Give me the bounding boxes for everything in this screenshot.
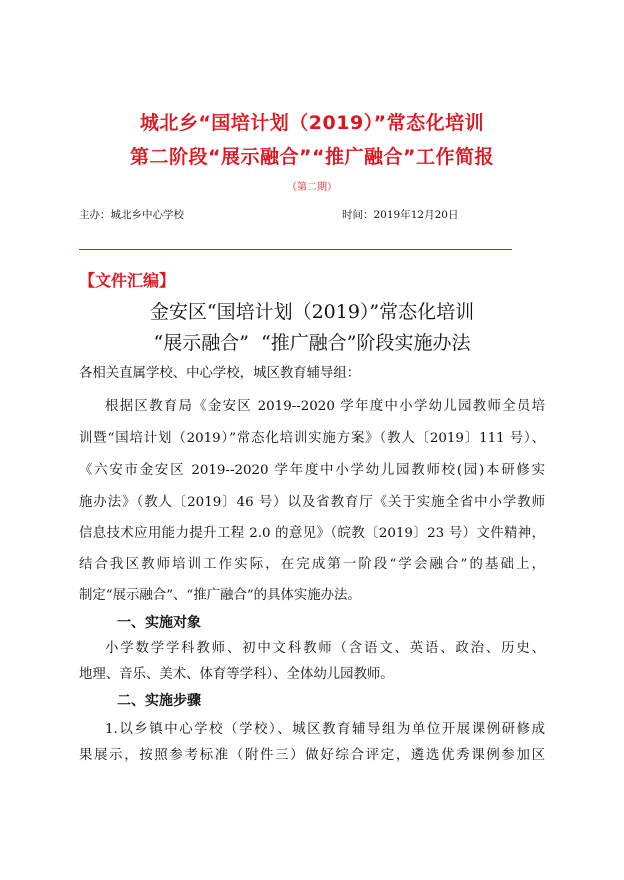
section-tag: 【文件汇编】 [79, 271, 176, 290]
paragraph-line: 1.以乡镇中心学校（学校）、城区教育辅导组为单位开展课例研修成 [105, 722, 545, 737]
issue-number: （第二期） [287, 182, 337, 193]
section-heading-steps: 二、实施步骤 [117, 693, 201, 709]
paragraph-line: 小学数学学科教师、初中文科教师（含语文、英语、政治、历史、 [105, 641, 545, 656]
salutation: 各相关直属学校、中心学校，城区教育辅导组： [79, 366, 361, 381]
paragraph-line: 果展示，按照参考标准（附件三）做好综合评定，遴选优秀课例参加区 [79, 748, 545, 763]
paragraph-line: 结合我区教师培训工作实际，在完成第一阶段“学会融合”的基础上， [79, 557, 545, 572]
paragraph-line: 训暨“国培计划（2019）”常态化培训实施方案》（教人〔2019〕111 号）、 [79, 431, 545, 446]
bulletin-title-line-1: 城北乡“国培计划（2019）”常态化培训 [139, 112, 485, 134]
paragraph-line: 施办法》（教人〔2019〕46 号）以及省教育厅《关于实施全省中小学教师 [79, 495, 545, 510]
paragraph-line: 地理、音乐、美术、体育等学科）、全体幼儿园教师。 [79, 667, 394, 682]
paragraph-line: 根据区教育局《金安区 2019--2020 学年度中小学幼儿园教师全员培 [105, 399, 545, 414]
paragraph-line: 制定“展示融合”、“推广融合”的具体实施办法。 [79, 588, 361, 603]
organizer: 主办：城北乡中心学校 [79, 209, 184, 221]
publish-date: 时间：2019年12月20日 [342, 209, 459, 221]
header-divider [79, 249, 512, 250]
paragraph-line: 信息技术应用能力提升工程 2.0 的意见》（皖教〔2019〕23 号）文件精神， [79, 526, 545, 541]
bulletin-title-line-2: 第二阶段“展示融合”“推广融合”工作简报 [130, 146, 494, 168]
paragraph-line: 《六安市金安区 2019--2020 学年度中小学幼儿园教师校(园)本研修实 [79, 463, 545, 478]
document-title-line-1: 金安区“国培计划（2019）”常态化培训 [149, 301, 475, 323]
section-heading-targets: 一、实施对象 [117, 615, 201, 631]
document-title-line-2: “展示融合” “推广融合”阶段实施办法 [153, 332, 471, 354]
